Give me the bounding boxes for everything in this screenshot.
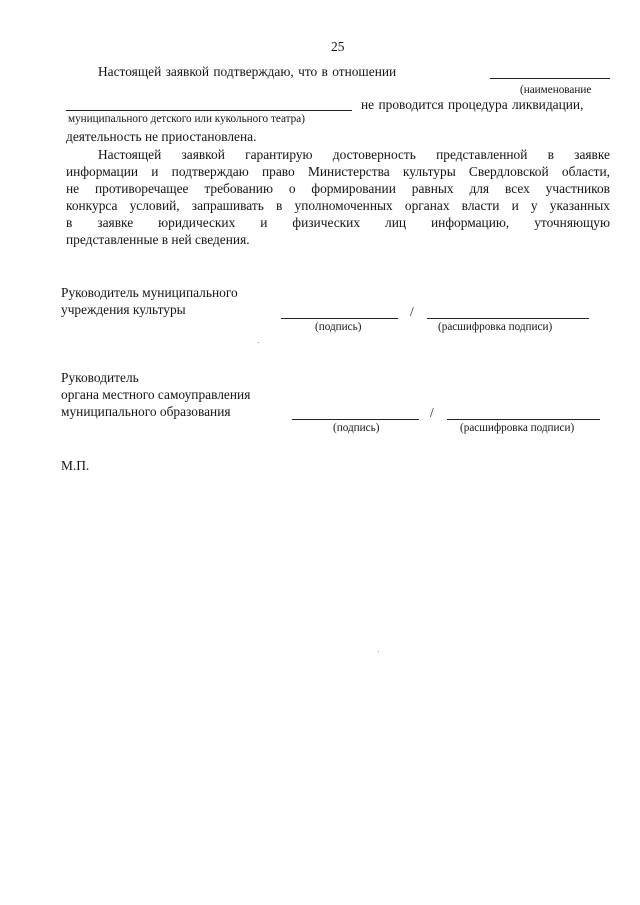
government-signature-line [292,419,419,420]
culture-signature-line [281,318,398,319]
government-head-title-3: муниципального образования [61,404,231,419]
culture-decoding-caption: (расшифровка подписи) [438,321,553,333]
guarantee-line-6: представленные в ней сведения. [66,232,250,247]
culture-decoding-line [427,318,589,319]
scan-speck [378,651,379,652]
guarantee-line-5: в заявке юридических и физических лиц информацию, уточняющую [66,215,610,230]
statement-line-2: не проводится процедура ликвидации, [361,97,584,112]
government-decoding-caption: (расшифровка подписи) [460,422,575,434]
guarantee-line-1: Настоящей заявкой гарантирую достоверность представленной в заявке [98,147,610,162]
culture-slash: / [410,304,414,319]
scan-speck [258,342,259,343]
government-decoding-line [447,419,600,420]
guarantee-line-3: не противоречащее требованию о формировании равных для всех участников [66,181,610,196]
theatre-name-field-line-2 [66,110,352,111]
government-head-title-1: Руководитель [61,370,139,385]
theatre-name-field-line-1 [490,78,610,79]
seal-mark: М.П. [61,458,90,473]
statement-line-3: деятельность не приостановлена. [66,129,257,144]
culture-head-title-2: учреждения культуры [61,302,186,317]
government-head-title-2: органа местного самоуправления [61,387,251,402]
guarantee-line-4: конкурса условий, запрашивать в уполномоченных органах власти и у указанных [66,198,610,213]
culture-signature-caption: (подпись) [315,321,362,333]
government-slash: / [430,405,434,420]
page-number: 25 [331,39,345,54]
theatre-note: муниципального детского или кукольного театра) [68,113,305,125]
culture-head-title-1: Руководитель муниципального [61,285,238,300]
name-note: (наименование [520,84,592,96]
guarantee-line-2: информации и подтверждаю право Министерства культуры Свердловской области, [66,164,610,179]
statement-line-1: Настоящей заявкой подтверждаю, что в отношении [98,64,397,79]
government-signature-caption: (подпись) [333,422,380,434]
